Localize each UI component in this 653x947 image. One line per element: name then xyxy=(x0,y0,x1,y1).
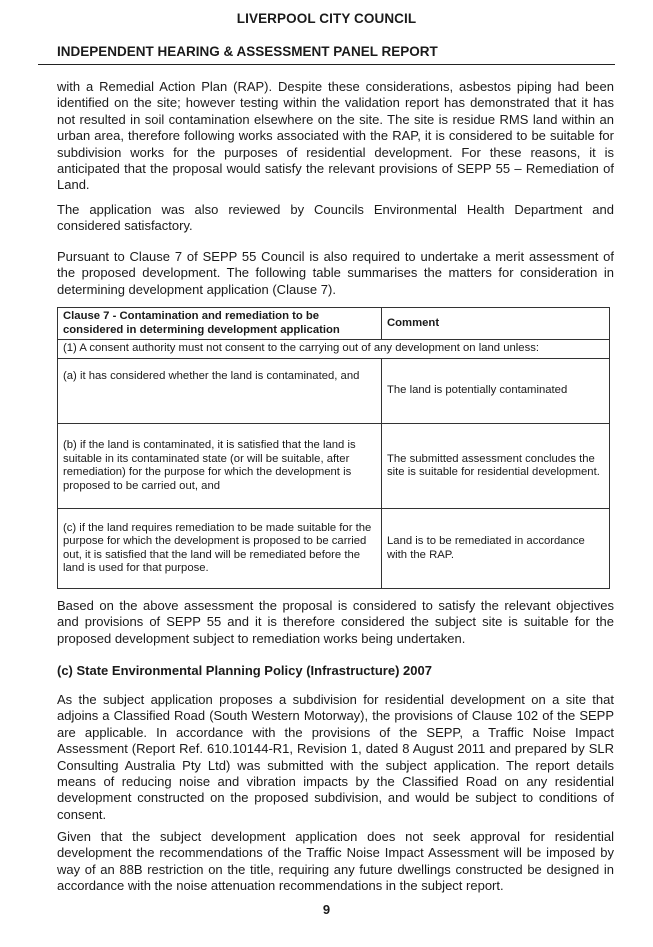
table-header-row xyxy=(58,308,610,340)
table-cell-clause: (c) if the land requires remediation to be made suitable for the purpose for which the development is proposed to be carried out, it is satisfied that the land will be remediated before the land is used for that purpose. xyxy=(58,509,382,589)
report-title: INDEPENDENT HEARING & ASSESSMENT PANEL REPORT xyxy=(57,44,438,59)
table-intro-cell: (1) A consent authority must not consent to the carrying out of any development on land unless: xyxy=(58,340,610,359)
table-row xyxy=(58,359,610,424)
section-heading-sepp-infrastructure: (c) State Environmental Planning Policy (Infrastructure) 2007 xyxy=(57,663,432,678)
paragraph-rap: with a Remedial Action Plan (RAP). Despite these considerations, asbestos piping had been identified on the site; however testing within the validation report has demonstrated that it has not resulted in soil contamination elsewhere on the site. The site is residue RMS land within an urban area, therefore following works associated with the RAP, it is considered to be suitable for subdivision works for the purposes of residential development. For these reasons, it is anticipated that the proposal would satisfy the relevant provisions of SEPP 55 – Remediation of Land. xyxy=(57,79,614,193)
table-cell-comment: The land is potentially contaminated xyxy=(382,359,610,424)
table-cell-clause: (b) if the land is contaminated, it is satisfied that the land is suitable in its contaminated state (or will be suitable, after remediation) for the purpose for which the development is proposed to be carried out, and xyxy=(58,424,382,509)
table-cell-comment: Land is to be remediated in accordance with the RAP. xyxy=(382,509,610,589)
paragraph-environmental-health: The application was also reviewed by Councils Environmental Health Department and considered satisfactory. xyxy=(57,202,614,234)
paragraph-88b-restriction: Given that the subject development application does not seek approval for residential development the recommendations of the Traffic Noise Impact Assessment will be imposed by way of an 88B restriction on the title, requiring any future dwellings constructed be designed in accordance with the noise attenuation recommendations in the subject report. xyxy=(57,829,614,894)
table-header-clause: Clause 7 - Contamination and remediation to be considered in determining development application xyxy=(58,308,382,340)
table-row xyxy=(58,424,610,509)
clause-7-table xyxy=(57,307,610,589)
table-row xyxy=(58,509,610,589)
council-name: LIVERPOOL CITY COUNCIL xyxy=(236,11,417,26)
table-cell-comment: The submitted assessment concludes the site is suitable for residential development. xyxy=(382,424,610,509)
header-divider xyxy=(38,64,615,65)
paragraph-clause-7: Pursuant to Clause 7 of SEPP 55 Council is also required to undertake a merit assessment of the proposed development. The following table summarises the matters for consideration in determining development application (Clause 7). xyxy=(57,249,614,297)
table-row-intro xyxy=(58,340,610,359)
paragraph-traffic-noise: As the subject application proposes a subdivision for residential development on a site that adjoins a Classified Road (South Western Motorway), the provisions of Clause 102 of the SEPP are applicable. In accordance with the provisions of the SEPP, a Traffic Noise Impact Assessment (Report Ref. 610.10144-R1, Revision 1, dated 8 August 2011 and prepared by SLR Consulting Australia Pty Ltd) was submitted with the subject application. The report details means of reducing noise and vibration impacts by the Classified Road on any residential development constructed on the proposed subdivision, and would be subject to conditions of consent. xyxy=(57,692,614,822)
table-header-comment: Comment xyxy=(382,308,610,340)
paragraph-assessment-conclusion: Based on the above assessment the proposal is considered to satisfy the relevant objectives and provisions of SEPP 55 and it is therefore considered the subject site is suitable for the proposed development subject to remediation works being undertaken. xyxy=(57,598,614,646)
page-number: 9 xyxy=(322,902,331,917)
table-cell-clause: (a) it has considered whether the land is contaminated, and xyxy=(58,359,382,424)
